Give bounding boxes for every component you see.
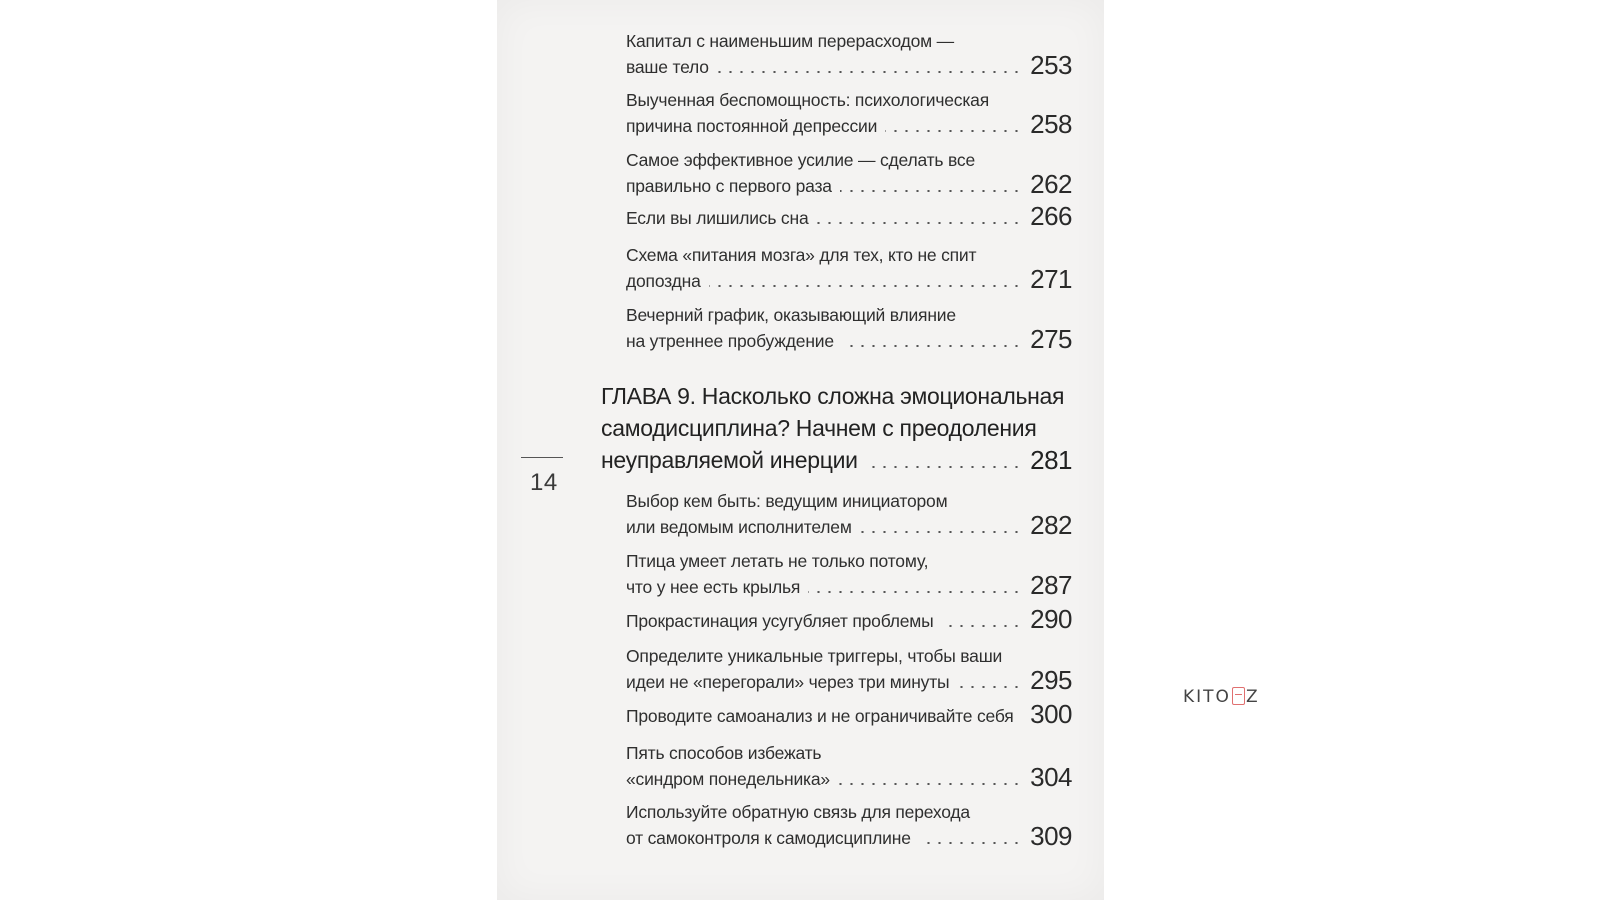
toc-entry-title: ГЛАВА 9. Насколько сложна эмоциональная [601,383,1065,409]
toc-entry-title: «синдром понедельника» [626,769,830,789]
toc-entry-title: Схема «питания мозга» для тех, кто не спит [626,245,977,265]
toc-line [601,412,1072,444]
toc-line [626,87,1072,113]
toc-page-number: 309 [1030,821,1072,851]
toc-entry-title: Пять способов избежать [626,743,822,763]
toc-entry [626,302,1072,354]
toc-entry-title: ваше тело [626,57,709,77]
toc-page-number: 295 [1030,665,1072,695]
toc-entry [626,799,1072,851]
toc-line [626,169,1072,199]
toc-line [626,570,1072,600]
toc-line [626,302,1072,328]
toc-line [626,643,1072,669]
dot-leader [709,285,1022,287]
dot-leader [860,531,1022,533]
toc-line [626,324,1072,354]
kitobz-logo-icon [1232,687,1245,705]
toc-entry-title: Если вы лишились сна [626,208,809,228]
watermark-left-text: KITO [1183,687,1231,707]
toc-line [626,28,1072,54]
toc-page-number: 300 [1030,699,1072,729]
toc-line [601,444,1072,476]
toc-entry-title: Капитал с наименьшим перерасходом — [626,31,954,51]
toc-entry-title: Прокрастинация усугубляет проблемы [626,611,934,631]
dot-leader [808,591,1022,593]
toc-entry-title: или ведомым исполнителем [626,517,852,537]
dot-leader [957,686,1022,688]
dot-leader [840,190,1022,192]
dot-leader [838,783,1022,785]
toc-line [626,109,1072,139]
toc-line [626,264,1072,294]
toc-entry [626,643,1072,695]
toc-page-number: 258 [1030,109,1072,139]
toc-page-number: 253 [1030,50,1072,80]
toc-entry-title: Птица умеет летать не только потому, [626,551,929,571]
toc-entry-title: от самоконтроля к самодисциплине [626,828,911,848]
toc-line [626,488,1072,514]
toc-entry-title: идеи не «перегорали» через три минуты [626,672,950,692]
toc-entry [626,201,1072,231]
watermark-right-text: Z [1245,687,1260,707]
toc-entry-title: Самое эффективное усилие — сделать все [626,150,975,170]
page-number-rule [521,457,563,458]
toc-entry [626,548,1072,600]
toc-entry [626,147,1072,199]
toc-entry [626,604,1072,634]
toc-line [626,201,1072,231]
toc-entry-title: неуправляемой инерции [601,447,858,473]
toc-page-number: 287 [1030,570,1072,600]
toc-entry-title: на утреннее пробуждение [626,331,834,351]
toc-entry-title: самодисциплина? Начнем с преодоления [601,415,1037,441]
toc-line [626,821,1072,851]
page-number: 14 [530,469,558,496]
dot-leader [885,130,1022,132]
toc-page-number: 282 [1030,510,1072,540]
toc-line [601,380,1072,412]
toc-entry-title: допоздна [626,271,701,291]
toc-entry [626,87,1072,139]
toc-line [626,699,1072,729]
toc-line [626,604,1072,634]
toc-page-number: 304 [1030,762,1072,792]
dot-leader [942,625,1022,627]
toc-line [626,50,1072,80]
toc-page-number: 275 [1030,324,1072,354]
toc-entry [626,488,1072,540]
toc-entry-title: что у нее есть крылья [626,577,801,597]
toc-page-number: 262 [1030,169,1072,199]
toc-entry-title: Используйте обратную связь для перехода [626,802,970,822]
dot-leader [866,466,1022,468]
toc-page-number: 271 [1030,264,1072,294]
toc-entry [626,28,1072,80]
toc-entry-title: Выученная беспомощность: психологическая [626,90,989,110]
dot-leader [842,345,1022,347]
toc-line [626,740,1072,766]
kitobz-watermark [1183,687,1260,707]
dot-leader [919,842,1022,844]
toc-entry-title: Проводите самоанализ и не ограничивайте себя [626,706,1014,726]
toc-entry [626,740,1072,792]
toc-line [626,548,1072,574]
dot-leader [717,71,1022,73]
toc-entry-title: Определите уникальные триггеры, чтобы ваши [626,646,1003,666]
toc-entry [626,242,1072,294]
toc-entry [626,699,1072,729]
toc-line [626,762,1072,792]
toc-entry-title: причина постоянной депрессии [626,116,878,136]
toc-page-number: 290 [1030,604,1072,634]
toc-page-number: 281 [1030,445,1072,475]
chapter-heading [601,380,1072,476]
toc-entry-title: Вечерний график, оказывающий влияние [626,305,956,325]
toc-line [626,510,1072,540]
toc-page-number: 266 [1030,201,1072,231]
toc-entry-title: правильно с первого раза [626,176,832,196]
toc-line [626,147,1072,173]
toc-entry-title: Выбор кем быть: ведущим инициатором [626,491,948,511]
toc-line [626,242,1072,268]
toc-line [626,799,1072,825]
toc-line [626,665,1072,695]
dot-leader [816,222,1022,224]
